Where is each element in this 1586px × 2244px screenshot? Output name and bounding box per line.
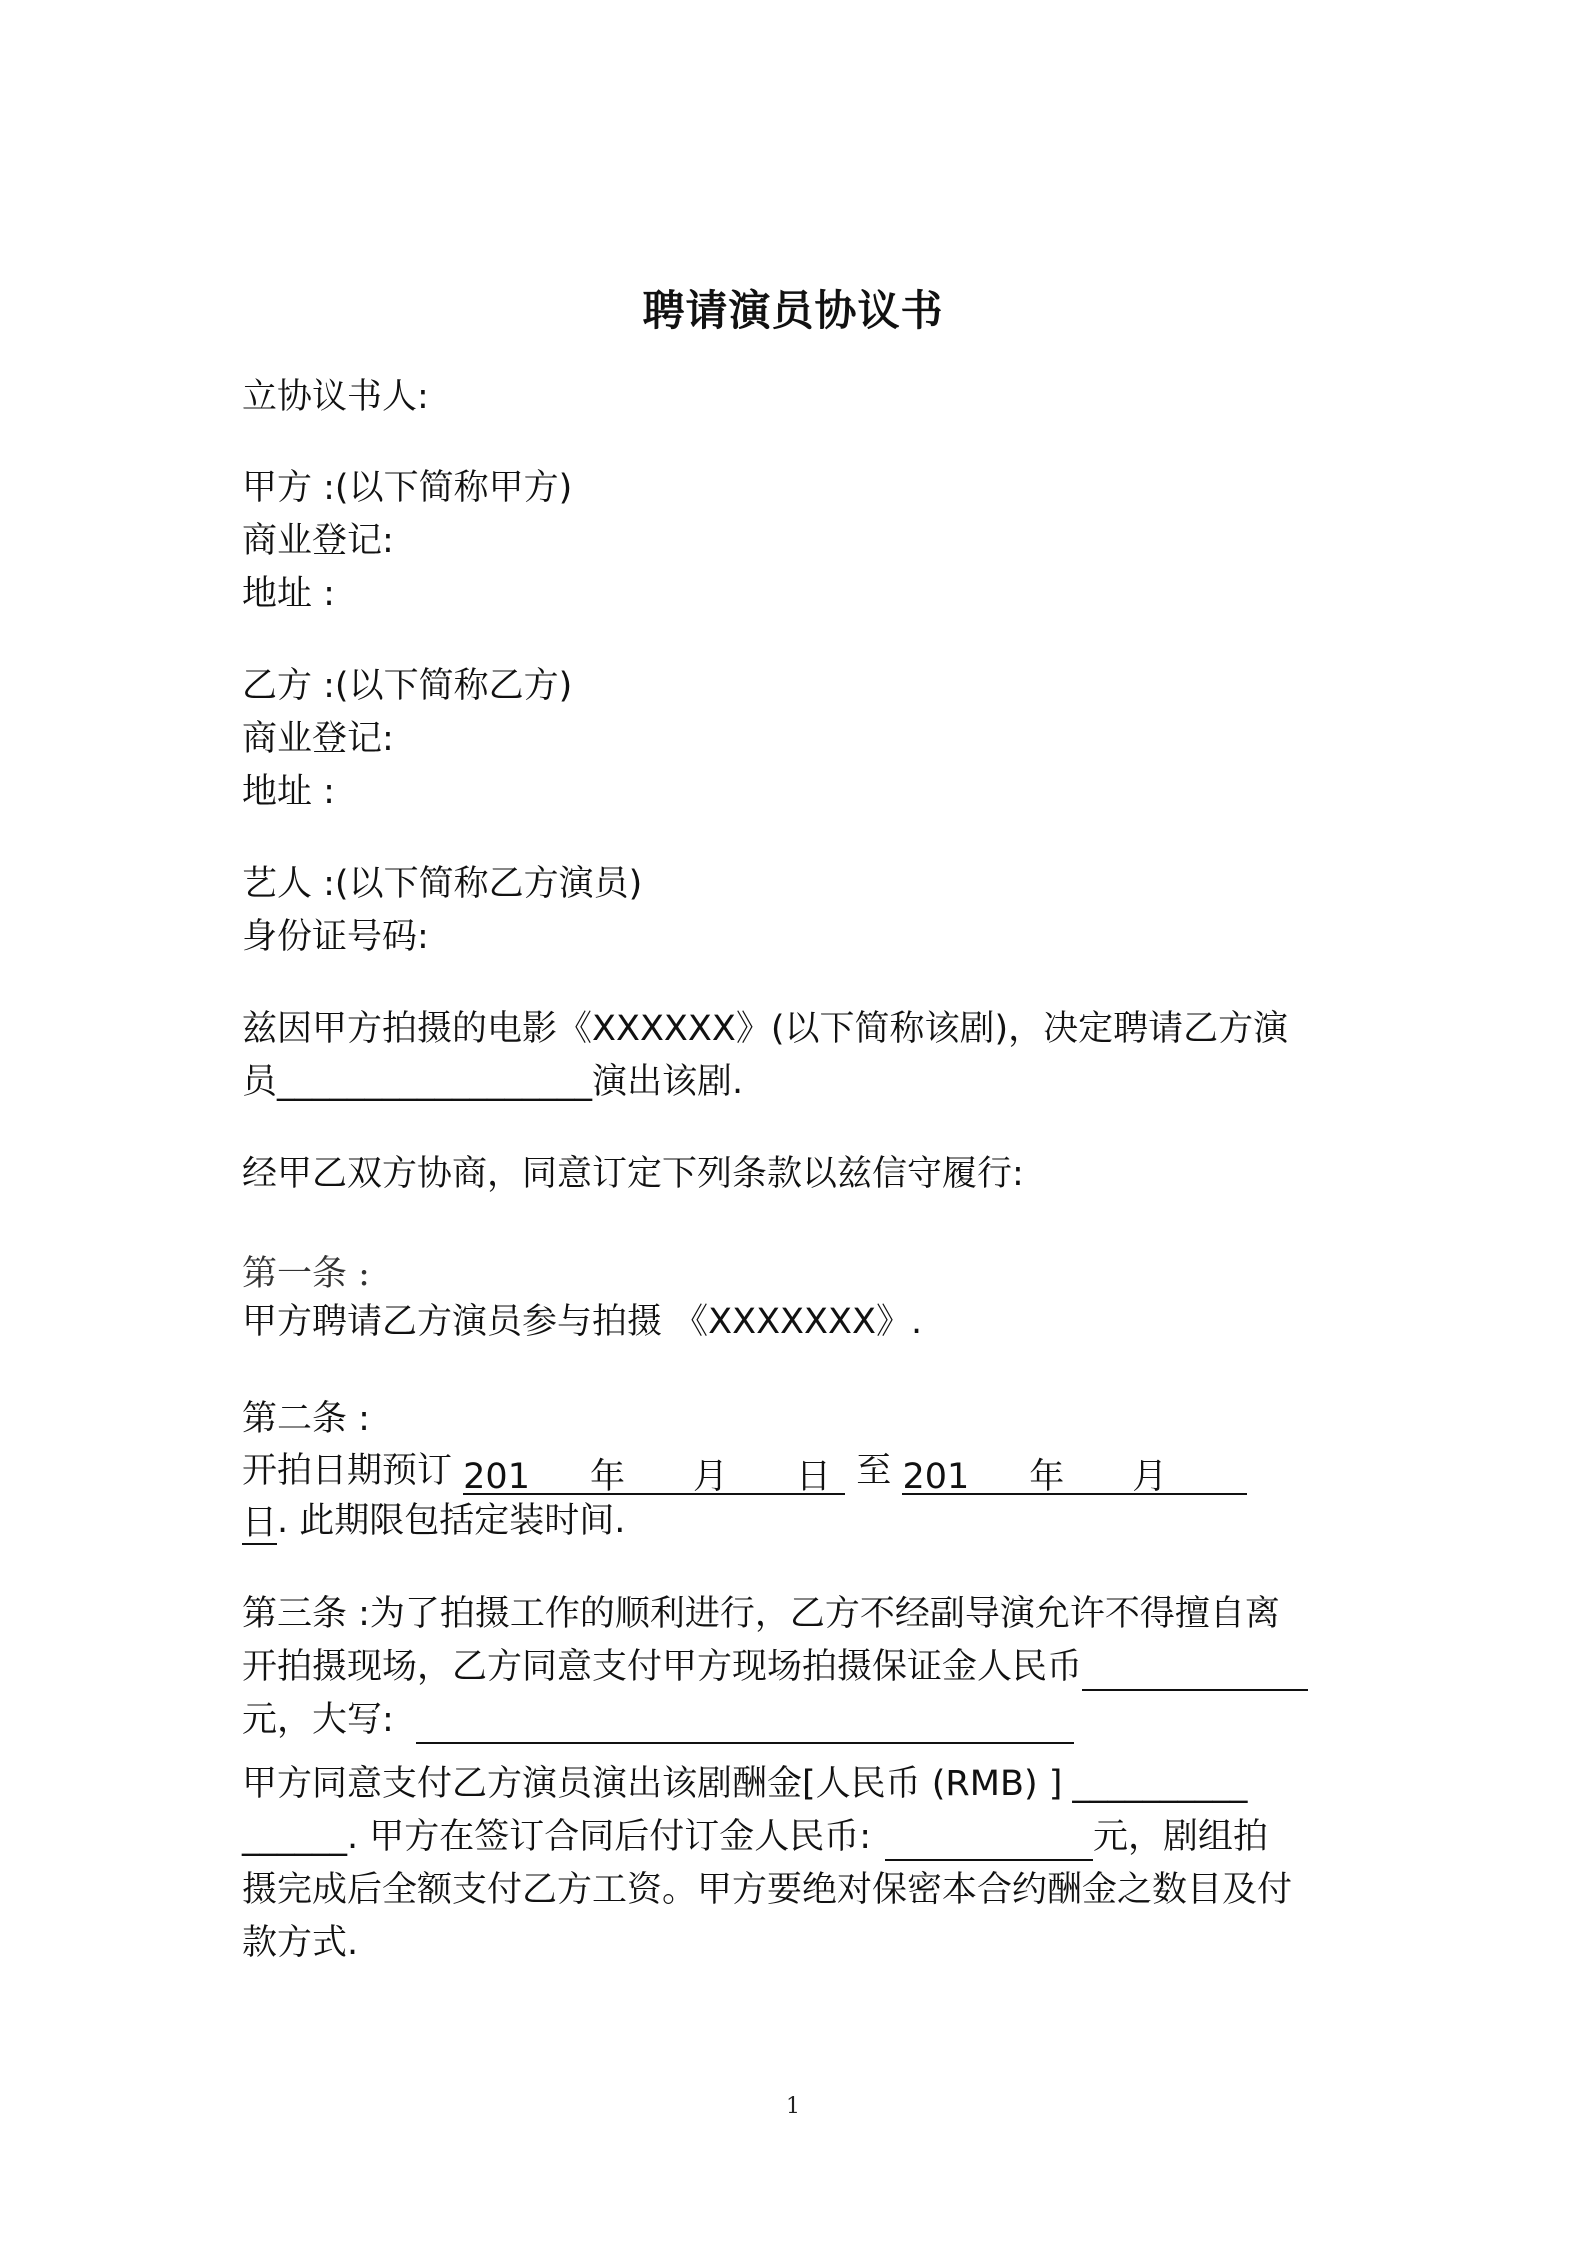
preamble-line-2 <box>242 1058 743 1106</box>
article-3-line-5 <box>242 1813 1268 1861</box>
article-3-line-7: 款方式. <box>242 1923 359 1963</box>
party-a-address: 地址 : <box>242 574 335 614</box>
start-day-label: 日 <box>796 1457 832 1497</box>
party-a-registration: 商业登记: <box>242 521 394 561</box>
article-3-line-6: 摄完成后全额支付乙方工资。甲方要绝对保密本合约酬金之数目及付 <box>242 1870 1293 1910</box>
article-3-line-4 <box>242 1760 1247 1808</box>
remuneration-text: 甲方同意支付乙方演员演出该剧酬金[人民币 (RMB) ] <box>242 1764 1063 1804</box>
artist-label: 艺人 :(以下简称乙方演员) <box>242 864 643 904</box>
deposit-text: 开拍摄现场，乙方同意支付甲方现场拍摄保证金人民币 <box>242 1647 1083 1687</box>
article-1-text: 甲方聘请乙方演员参与拍摄 《XXXXXXX》. <box>242 1302 923 1342</box>
article-3-line-1: 第三条 :为了拍摄工作的顺利进行，乙方不经副导演允许不得擅自离 <box>242 1594 1280 1634</box>
end-year-label: 年 <box>1029 1457 1065 1497</box>
artist-id-number: 身份证号码: <box>242 917 429 957</box>
page-number: 1 <box>786 2094 800 2119</box>
document-title: 聘请演员协议书 <box>642 286 944 335</box>
article-3-line-3 <box>242 1696 1074 1744</box>
party-b-label: 乙方 :(以下简称乙方) <box>242 666 573 706</box>
party-a-label: 甲方 :(以下简称甲方) <box>242 468 573 508</box>
start-month-label: 月 <box>692 1457 728 1497</box>
end-month-label: 月 <box>1132 1457 1168 1497</box>
end-day-label: 日 <box>242 1499 277 1545</box>
intro-line: 立协议书人: <box>242 377 429 417</box>
deposit-uppercase-blank <box>416 1702 1074 1744</box>
deposit-uppercase-label: 元，大写: <box>242 1700 394 1740</box>
down-payment-blank <box>885 1819 1093 1861</box>
down-payment-end: 元，剧组拍 <box>1093 1817 1269 1857</box>
start-year-label: 年 <box>589 1457 625 1497</box>
remuneration-blank-2: ______ <box>242 1817 347 1857</box>
start-date-blank <box>463 1453 845 1495</box>
article-3-line-2 <box>242 1643 1308 1691</box>
down-payment-text: . 甲方在签订合同后付订金人民币: <box>347 1817 872 1857</box>
start-year: 201 <box>463 1457 530 1497</box>
article-1-heading: 第一条 : <box>242 1254 370 1294</box>
preamble-line-2-start: 员 <box>242 1062 278 1102</box>
party-b-registration: 商业登记: <box>242 719 394 759</box>
article-2-date-line <box>242 1447 1247 1495</box>
end-date-blank <box>902 1453 1247 1495</box>
end-year: 201 <box>902 1457 970 1497</box>
article-2-heading: 第二条 : <box>242 1399 370 1439</box>
date-prefix: 开拍日期预订 <box>242 1451 453 1491</box>
preamble-line-2-end: 演出该剧. <box>592 1062 744 1102</box>
performer-name-blank: __________________ <box>277 1062 593 1102</box>
preamble-line-1: 兹因甲方拍摄的电影《XXXXXX》(以下简称该剧)，决定聘请乙方演 <box>242 1009 1289 1049</box>
party-b-address: 地址 : <box>242 772 335 812</box>
deposit-amount-blank <box>1082 1649 1308 1691</box>
article-2-period-note: . 此期限包括定装时间. <box>277 1501 626 1541</box>
article-2-line-2 <box>242 1497 625 1545</box>
remuneration-blank-1: __________ <box>1072 1764 1248 1804</box>
agreement-intro: 经甲乙双方协商，同意订定下列条款以兹信守履行: <box>242 1154 1024 1194</box>
to-label: 至 <box>856 1451 892 1491</box>
